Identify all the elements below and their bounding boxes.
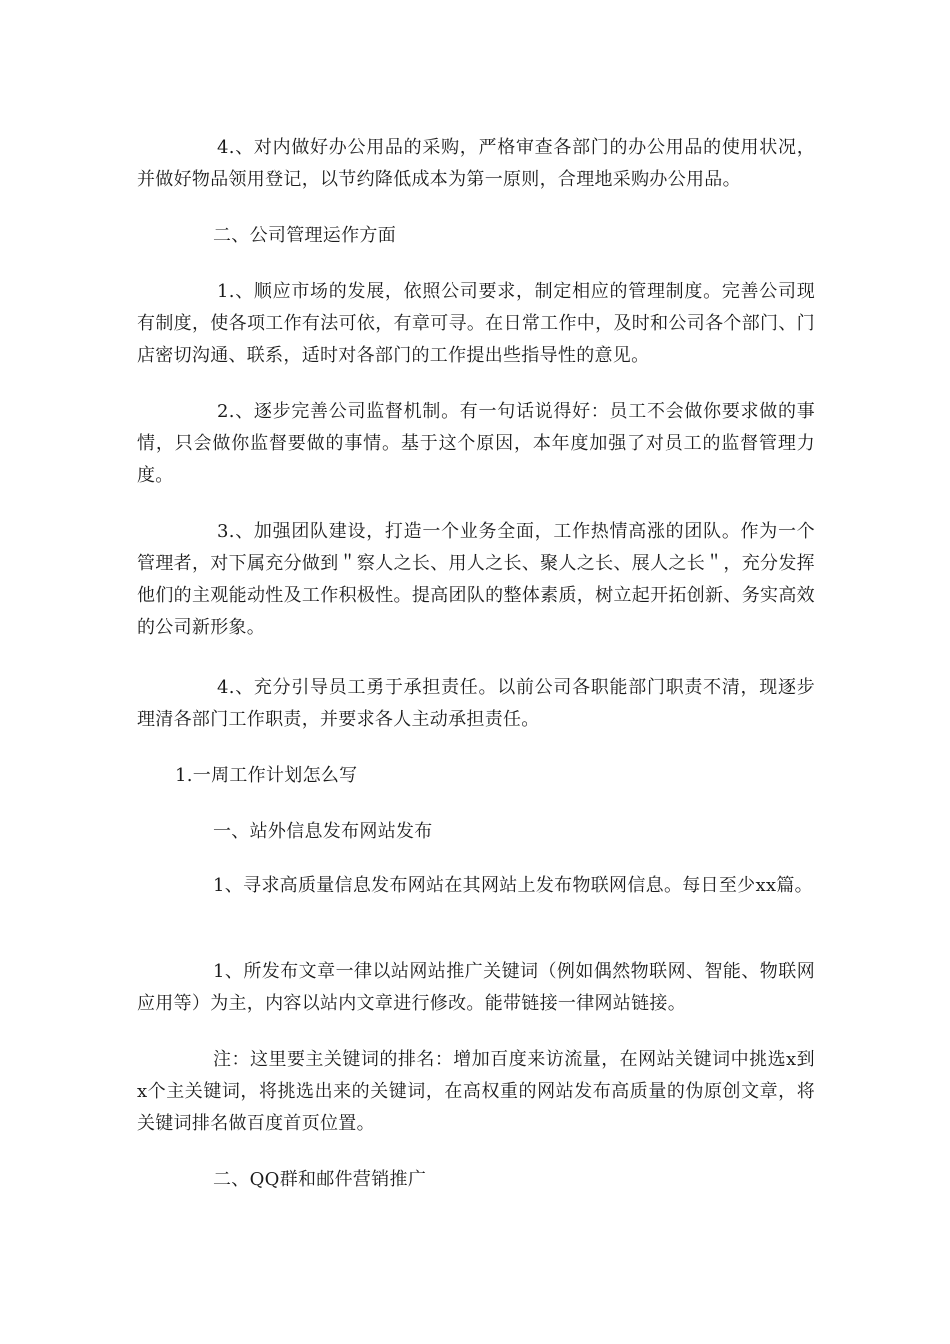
paragraph-office-supplies: 4.、对内做好办公用品的采购，严格审查各部门的办公用品的使用状况，并做好物品领用登记，以节约降低成本为第一原则，合理地采购办公用品。 — [137, 137, 815, 190]
paragraph-management-system: 1.、顺应市场的发展，依照公司要求，制定相应的管理制度。完善公司现有制度，使各项工作有法可依，有章可寻。在日常工作中，及时和公司各个部门、门店密切沟通、联系，适时对各部门的工作提出些指导性的意见。 — [137, 281, 815, 366]
paragraph-keyword-ranking-note: 注：这里要主关键词的排名：增加百度来访流量，在网站关键词中挑选x到x个主关键词，将挑选出来的关键词，在高权重的网站发布高质量的伪原创文章，将关键词排名做百度首页位置。 — [137, 1049, 815, 1134]
paragraph-article-keywords: 1、所发布文章一律以站网站推广关键词（例如偶然物联网、智能、物联网应用等）为主，内容以站内文章进行修改。能带链接一律网站链接。 — [137, 961, 815, 1014]
paragraph-supervision-mechanism: 2.、逐步完善公司监督机制。有一句话说得好：员工不会做你要求做的事情，只会做你监督要做的事情。基于这个原因，本年度加强了对员工的监督管理力度。 — [137, 401, 815, 486]
heading-offsite-publishing: 一、站外信息发布网站发布 — [213, 821, 433, 842]
paragraph-find-sites: 1、寻求高质量信息发布网站在其网站上发布物联网信息。每日至少xx篇。 — [213, 875, 813, 896]
paragraph-responsibility: 4.、充分引导员工勇于承担责任。以前公司各职能部门职责不清，现逐步理清各部门工作职责，并要求各人主动承担责任。 — [137, 677, 815, 730]
heading-weekly-plan: 1.一周工作计划怎么写 — [175, 765, 358, 786]
heading-qq-email-marketing: 二、QQ群和邮件营销推广 — [213, 1169, 427, 1190]
paragraph-team-building: 3.、加强团队建设，打造一个业务全面，工作热情高涨的团队。作为一个管理者，对下属充分做到＂察人之长、用人之长、聚人之长、展人之长＂，充分发挥他们的主观能动性及工作积极性。提高团队的整体素质，树立起开拓创新、务实高效的公司新形象。 — [137, 521, 815, 638]
heading-management-operations: 二、公司管理运作方面 — [213, 225, 396, 246]
